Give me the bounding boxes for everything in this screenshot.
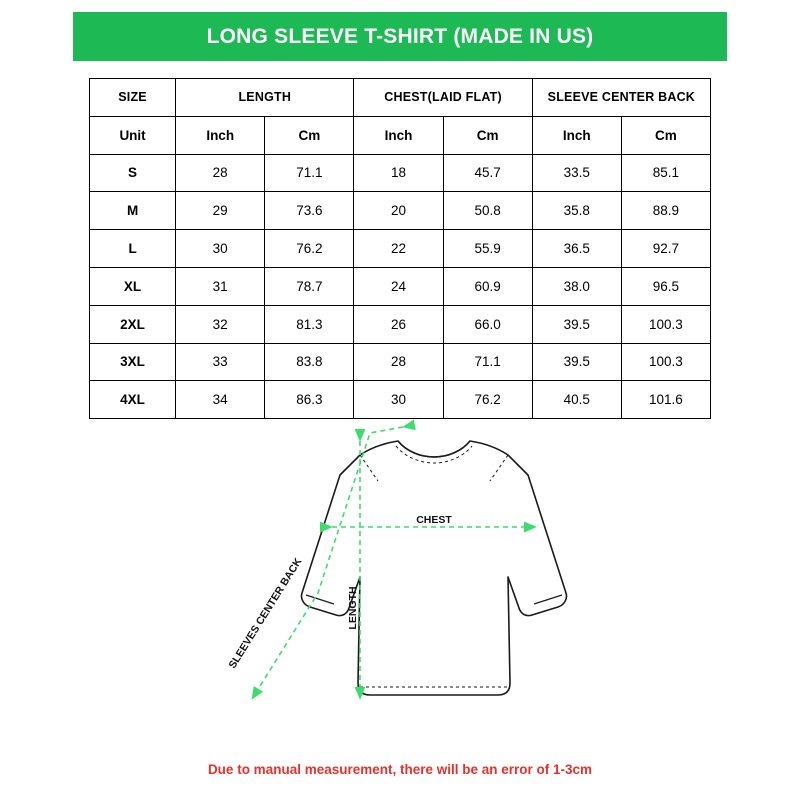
cell-length-cm: 83.8 <box>265 343 354 381</box>
cell-length-cm: 86.3 <box>265 381 354 419</box>
cell-sleeve-cm: 88.9 <box>621 192 710 230</box>
cell-chest-inch: 24 <box>354 267 443 305</box>
header-length: LENGTH <box>176 79 354 117</box>
cell-chest-cm: 60.9 <box>443 267 532 305</box>
cell-size: S <box>90 154 176 192</box>
cell-sleeve-cm: 100.3 <box>621 343 710 381</box>
cell-sleeve-inch: 35.8 <box>532 192 621 230</box>
table-row <box>90 192 711 230</box>
cell-size: M <box>90 192 176 230</box>
cell-chest-cm: 55.9 <box>443 230 532 268</box>
cell-chest-inch: 18 <box>354 154 443 192</box>
cell-size: 4XL <box>90 381 176 419</box>
cell-chest-inch: 28 <box>354 343 443 381</box>
header-size: SIZE <box>90 79 176 117</box>
cell-sleeve-inch: 38.0 <box>532 267 621 305</box>
cell-length-cm: 76.2 <box>265 230 354 268</box>
chest-label: CHEST <box>416 514 452 526</box>
header-sleeve: SLEEVE CENTER BACK <box>532 79 710 117</box>
cell-chest-cm: 45.7 <box>443 154 532 192</box>
header-sleeve-cm: Cm <box>621 116 710 154</box>
table-row <box>90 305 711 343</box>
cell-sleeve-cm: 92.7 <box>621 230 710 268</box>
table-unit-header-row <box>90 116 711 154</box>
table-row <box>90 267 711 305</box>
cell-length-cm: 81.3 <box>265 305 354 343</box>
header-banner <box>73 12 727 61</box>
table-row <box>90 230 711 268</box>
cell-length-inch: 29 <box>176 192 265 230</box>
cell-chest-inch: 20 <box>354 192 443 230</box>
cell-size: 3XL <box>90 343 176 381</box>
page-title: LONG SLEEVE T-SHIRT (MADE IN US) <box>206 24 594 48</box>
cell-sleeve-cm: 85.1 <box>621 154 710 192</box>
sleeve-label: SLEEVES CENTER BACK <box>226 556 305 671</box>
cell-chest-cm: 71.1 <box>443 343 532 381</box>
table-row <box>90 381 711 419</box>
cell-sleeve-inch: 39.5 <box>532 305 621 343</box>
header-length-cm: Cm <box>265 116 354 154</box>
table-group-header-row <box>90 79 711 117</box>
cell-length-cm: 78.7 <box>265 267 354 305</box>
cell-sleeve-inch: 33.5 <box>532 154 621 192</box>
cell-sleeve-inch: 36.5 <box>532 230 621 268</box>
cell-size: L <box>90 230 176 268</box>
measurement-note: Due to manual measurement, there will be an error of 1-3cm <box>207 762 593 777</box>
cell-length-inch: 28 <box>176 154 265 192</box>
header-sleeve-inch: Inch <box>532 116 621 154</box>
cell-length-inch: 34 <box>176 381 265 419</box>
cell-chest-inch: 30 <box>354 381 443 419</box>
cell-length-cm: 73.6 <box>265 192 354 230</box>
cell-length-inch: 30 <box>176 230 265 268</box>
cell-sleeve-cm: 101.6 <box>621 381 710 419</box>
cell-sleeve-cm: 96.5 <box>621 267 710 305</box>
table-row <box>90 343 711 381</box>
cell-chest-inch: 22 <box>354 230 443 268</box>
garment-diagram <box>210 415 610 740</box>
cell-length-cm: 71.1 <box>265 154 354 192</box>
size-table <box>89 78 711 419</box>
cell-chest-inch: 26 <box>354 305 443 343</box>
cell-sleeve-cm: 100.3 <box>621 305 710 343</box>
cell-sleeve-inch: 39.5 <box>532 343 621 381</box>
cell-length-inch: 32 <box>176 305 265 343</box>
cell-size: XL <box>90 267 176 305</box>
header-length-inch: Inch <box>176 116 265 154</box>
length-label: LENGTH <box>347 586 359 630</box>
cell-size: 2XL <box>90 305 176 343</box>
cell-sleeve-inch: 40.5 <box>532 381 621 419</box>
cell-length-inch: 31 <box>176 267 265 305</box>
cell-chest-cm: 66.0 <box>443 305 532 343</box>
cell-length-inch: 33 <box>176 343 265 381</box>
cell-chest-cm: 50.8 <box>443 192 532 230</box>
header-unit: Unit <box>90 116 176 154</box>
shirt-outline-icon <box>301 441 566 695</box>
cell-chest-cm: 76.2 <box>443 381 532 419</box>
table-row <box>90 154 711 192</box>
header-chest: CHEST(LAID FLAT) <box>354 79 532 117</box>
header-chest-cm: Cm <box>443 116 532 154</box>
size-table-container <box>89 78 711 419</box>
header-chest-inch: Inch <box>354 116 443 154</box>
